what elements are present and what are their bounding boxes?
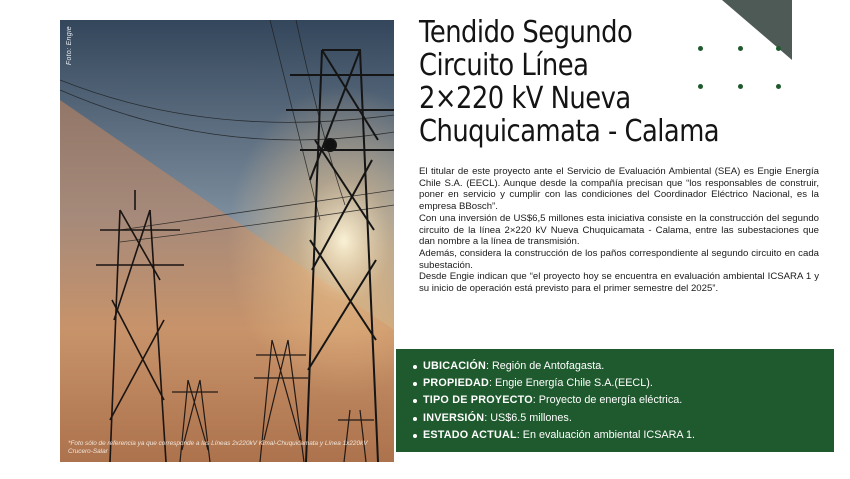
info-label: INVERSIÓN: [423, 411, 485, 424]
info-item-inversion: [423, 410, 834, 427]
info-value: : US$6.5 millones.: [484, 411, 572, 424]
info-value: : Proyecto de energía eléctrica.: [532, 394, 683, 407]
article-body: [419, 166, 819, 295]
info-item-tipo: [423, 392, 834, 409]
body-paragraph: El titular de este proyecto ante el Servicio de Evaluación Ambiental (SEA) es Engie Energía Chile S.A. (EECL). Aunque desde la compañía precisan que “los responsables de construir, poner en servicio y cumplir con las condiciones del Coordinador Eléctrico Nacional, es la empresa BBosch”.: [419, 166, 819, 213]
info-label: UBICACIÓN: [423, 360, 486, 372]
body-paragraph: Además, considera la construcción de los paños correspondiente al segundo circuito en cada subestación.: [419, 247, 819, 271]
photo-caption: *Foto sólo de referencia ya que corresponde a las Líneas 2x220kV Kimal-Chuquicamata y Línea 1x220kV Crucero-Salar: [68, 440, 368, 455]
info-item-ubicacion: [423, 358, 834, 375]
info-value: : Engie Energía Chile S.A.(EECL).: [489, 377, 653, 390]
project-info-box: [396, 349, 834, 452]
deco-dot: [776, 84, 781, 89]
photo-illustration: [60, 20, 394, 462]
body-paragraph: Desde Engie indican que “el proyecto hoy se encuentra en evaluación ambiental ICSARA 1 y su inicio de operación está previsto para el primer semestre del 2025”.: [419, 271, 819, 295]
transmission-towers-photo: [60, 20, 394, 462]
body-paragraph: Con una inversión de US$6,5 millones esta iniciativa consiste en la construcción del segundo circuito de la línea 2×220 kV Nueva Chuquicamata - Calama, entre las subestaciones que dan nombre a la línea de transmisión.: [419, 212, 819, 248]
info-item-estado: [423, 427, 834, 444]
info-label: ESTADO ACTUAL: [423, 428, 517, 441]
info-item-propiedad: [423, 375, 834, 392]
deco-dot: [776, 46, 781, 51]
photo-credit: Foto: Engie: [66, 26, 73, 66]
info-value: : En evaluación ambiental ICSARA 1.: [516, 428, 696, 441]
info-value: : Región de Antofagasta.: [485, 360, 605, 372]
title-line: Circuito Línea: [419, 48, 589, 83]
project-info-list: [396, 349, 834, 444]
title-line: Chuquicamata - Calama: [419, 114, 720, 149]
article-title: [419, 16, 746, 148]
info-label: PROPIEDAD: [423, 377, 489, 390]
title-line: Tendido Segundo: [419, 15, 633, 50]
info-label: TIPO DE PROYECTO: [423, 394, 533, 407]
title-line: 2×220 kV Nueva: [419, 81, 631, 116]
